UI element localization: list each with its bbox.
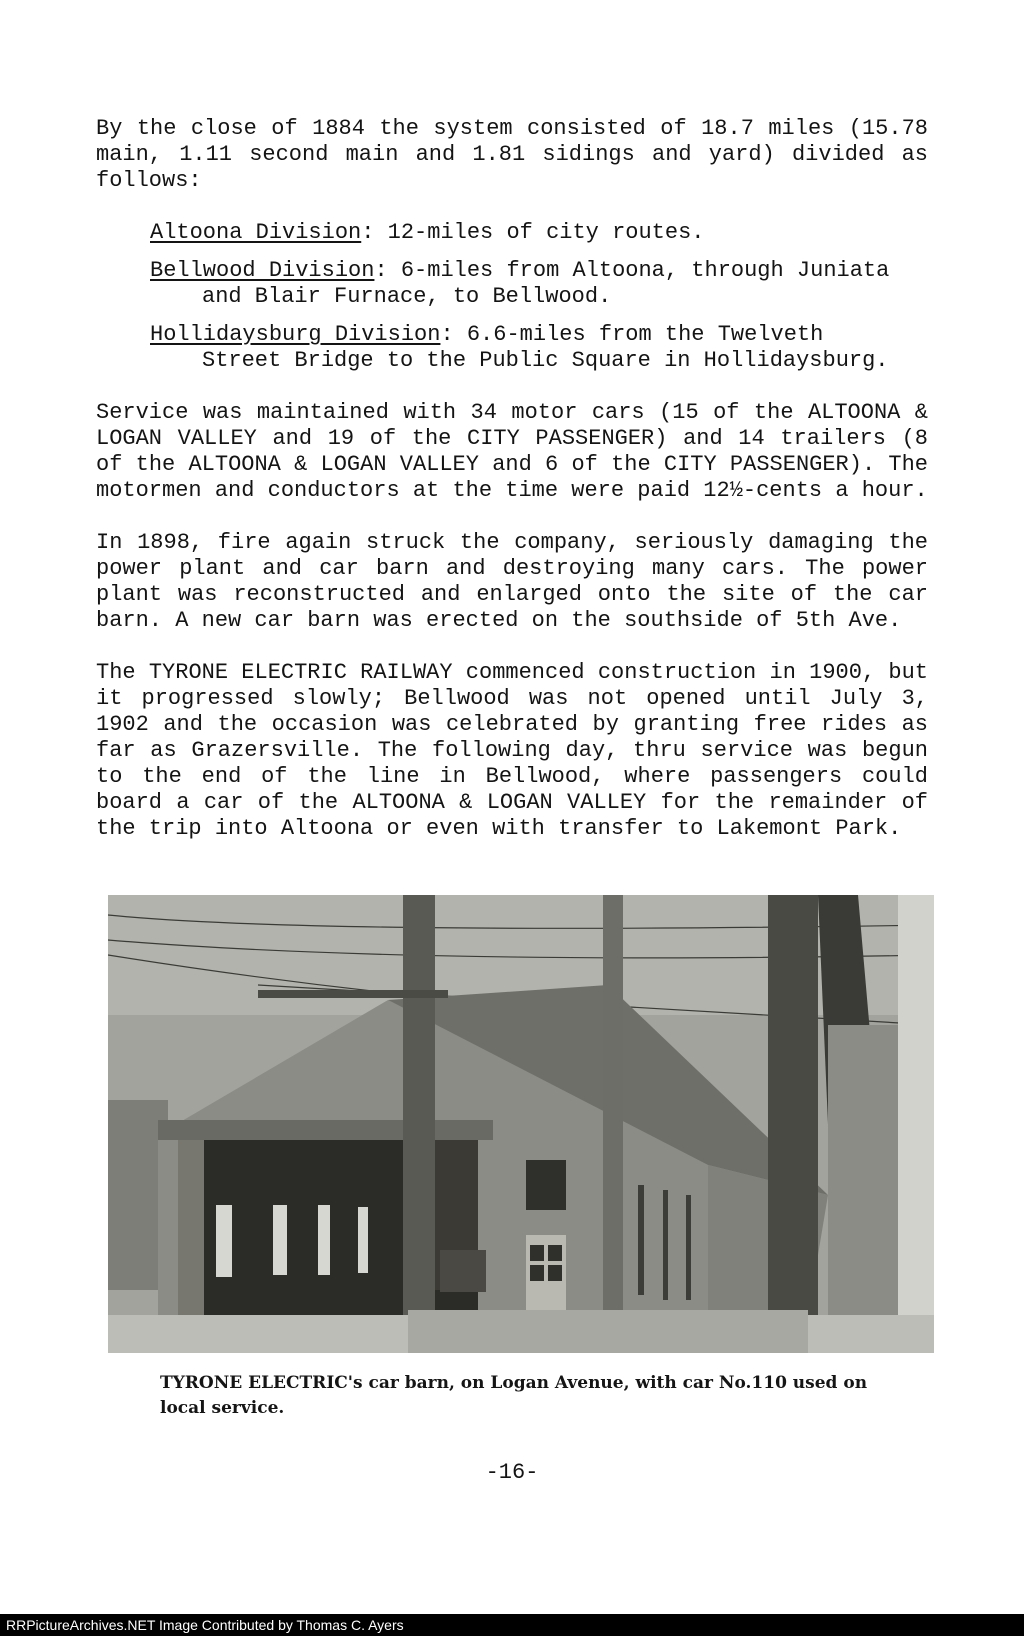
division-item-bellwood: Bellwood Division: 6-miles from Altoona, through Juniata and Blair Furnace, to Bellwood.	[150, 258, 928, 310]
car-barn-photo-illustration	[108, 895, 934, 1353]
division-text: 6-miles from Altoona, through Juniata	[400, 258, 890, 283]
page-number: -16-	[485, 1460, 539, 1485]
division-text: 6.6-miles from the Twelveth	[466, 322, 824, 347]
paragraph-intro: By the close of 1884 the system consisted of 18.7 miles (15.78 main, 1.11 second main and 1.81 sidings and yard) divided as follows:	[96, 116, 928, 193]
paragraph-fire: In 1898, fire again struck the company, seriously damaging the power plant and car barn and destroying many cars. The power plant was reconstructed and enlarged onto the site of the car barn. A new car barn was erected on the southside of 5th Ave.	[96, 530, 928, 633]
division-item-hollidaysburg: Hollidaysburg Division: 6.6-miles from the Twelveth Street Bridge to the Public Square in Hollidaysburg.	[150, 322, 928, 374]
paragraph-service: Service was maintained with 34 motor cars (15 of the ALTOONA & LOGAN VALLEY and 19 of the CITY PASSENGER) and 14 trailers (8 of the ALTOONA & LOGAN VALLEY and 6 of the CITY PASSENGER). The motormen and conductors at the time were paid 12½-cents a hour.	[96, 400, 928, 503]
division-list	[96, 220, 928, 374]
division-name: Hollidaysburg Division	[150, 322, 441, 347]
page-body	[96, 116, 928, 868]
attribution-footer: RRPictureArchives.NET Image Contributed by Thomas C. Ayers	[0, 1614, 1024, 1636]
division-name: Bellwood Division	[150, 258, 375, 283]
photo-caption: TYRONE ELECTRIC's car barn, on Logan Avenue, with car No.110 used on local service.	[160, 1373, 868, 1418]
division-text-continued: Street Bridge to the Public Square in Hollidaysburg.	[202, 348, 889, 373]
paragraph-tyrone: The TYRONE ELECTRIC RAILWAY commenced construction in 1900, but it progressed slowly; Bellwood was not opened until July 3, 1902 and the occasion was celebrated by granting free rides as far as Grazersville. The following day, thru service was begun to the end of the line in Bellwood, where passengers could board a car of the ALTOONA & LOGAN VALLEY for the remainder of the trip into Altoona or even with transfer to Lakemont Park.	[96, 660, 928, 841]
division-text: 12-miles of city routes.	[387, 220, 705, 245]
division-text-continued: and Blair Furnace, to Bellwood.	[202, 284, 612, 309]
division-name: Altoona Division	[150, 220, 362, 245]
division-item-altoona: Altoona Division: 12-miles of city routes.	[150, 220, 705, 245]
car-barn-photo	[108, 895, 934, 1353]
